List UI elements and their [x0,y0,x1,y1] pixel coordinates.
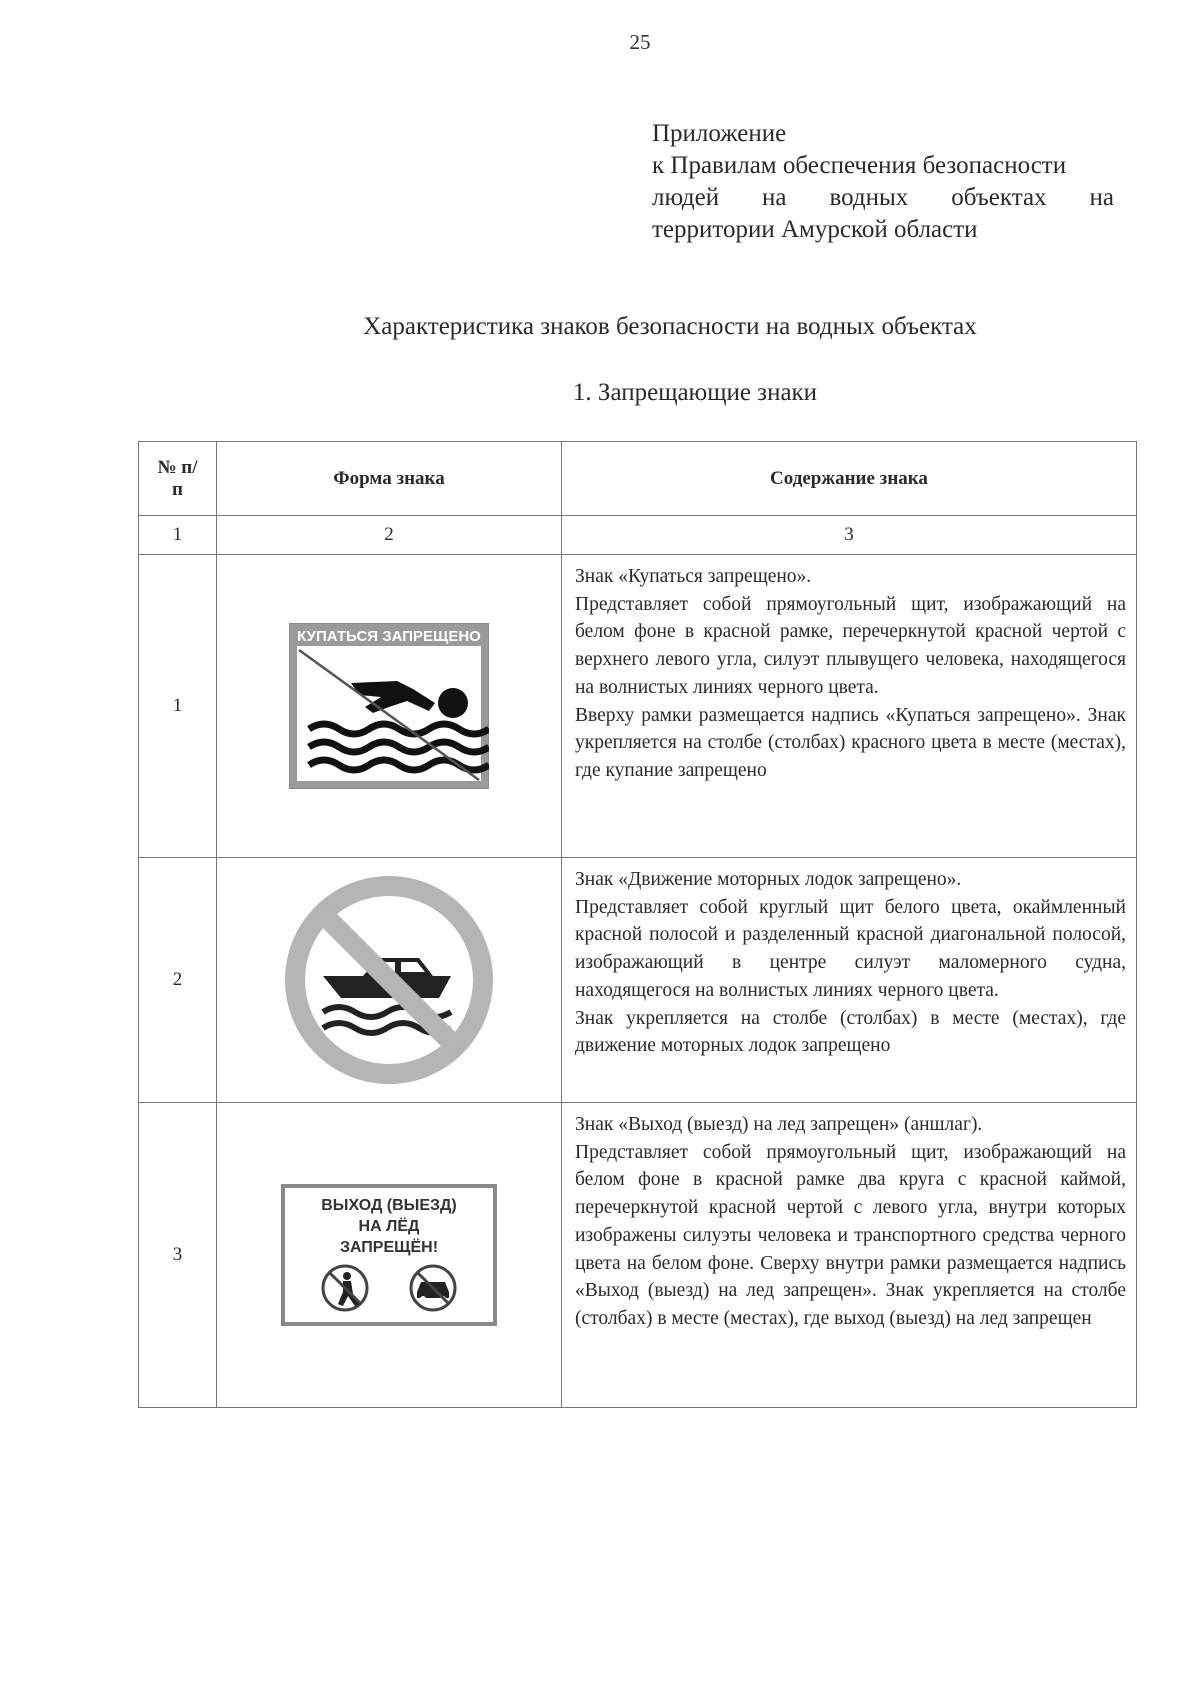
sign-image-cell [217,858,562,1103]
sign-title: Знак «Купаться запрещено». [575,566,812,587]
column-number-row [139,516,1137,555]
no-pedestrian-icon [323,1266,367,1310]
no-swimming-sign [289,623,489,789]
column-number: 3 [562,516,1137,555]
appendix-block [652,118,1114,246]
no-vehicle-icon [411,1266,455,1310]
header-num: № п/п [139,442,217,516]
page-number: 25 [629,30,651,54]
sign-description-cell [562,1103,1137,1408]
table-row [139,858,1137,1103]
sign-description: Представляет собой прямоугольный щит, изображающий на белом фоне в красной рамке два круга с красной каймой, перечеркнутой красной чертой с левого угла, внутри которых изображены силуэты человека и транспортного средства черного цвета на белом фоне. Сверху внутри рамки размещается надпись «Выход (выезд) на лед запрещен». Знак укрепляется на столбе (столбах) в месте (местах), где выход (выезд) на лед запрещен [575,1141,1126,1329]
appendix-word: людей [652,184,720,211]
sign-title: Знак «Движение моторных лодок запрещено». [575,869,962,890]
row-number-value: 2 [172,969,183,990]
no-ice-access-sign [281,1184,497,1326]
appendix-word: объектах [951,184,1047,211]
document-title: Характеристика знаков безопасности на водных объектах [363,313,977,340]
sign-description-cell [562,858,1137,1103]
header-form: Форма знака [217,442,562,516]
sign-image-cell [217,1103,562,1408]
sign-description: Представляет собой прямоугольный щит, изображающий на белом фоне в красной рамке, перечеркнутой красной чертой с верхнего левого угла, силуэт плывущего человека, находящегося на волнистых линиях черного цвета. [575,593,1126,698]
appendix-word: водных [829,184,909,211]
appendix-line-1: Приложение [652,120,787,147]
row-number-value: 1 [172,695,183,716]
row-number-value: 3 [172,1244,183,1265]
section-title: 1. Запрещающие знаки [572,379,818,406]
sign-placement: Знак укрепляется на столбе (столбах) в месте (местах), где движение моторных лодок запрещено [575,1007,1126,1057]
row-number [139,858,217,1103]
no-motorboats-sign [283,874,495,1086]
appendix-line-4: территории Амурской области [652,216,978,243]
sign-description-cell [562,555,1137,858]
table-row [139,555,1137,858]
appendix-word: на [1089,184,1114,211]
column-number: 1 [139,516,217,555]
sign-caption: КУПАТЬСЯ ЗАПРЕЩЕНО [297,628,481,645]
sign-image-cell [217,555,562,858]
appendix-line-3 [652,182,1114,214]
table-header-row [139,442,1137,516]
sign-placement: Вверху рамки размещается надпись «Купаться запрещено». Знак укрепляется на столбе (столбах) красного цвета в месте (местах), где купание запрещено [575,704,1126,781]
header-content: Содержание знака [562,442,1137,516]
row-number [139,1103,217,1408]
table-row [139,1103,1137,1408]
sign-description: Представляет собой круглый щит белого цвета, окаймленный красной полосой и разделенный красной диагональной полосой, изображающий в центре силуэт маломерного судна, находящегося на волнистых линиях черного цвета. [575,896,1126,1001]
sign-caption-line: НА ЛЁД [358,1218,420,1235]
sign-caption-line: ВЫХОД (ВЫЕЗД) [321,1197,457,1214]
row-number [139,555,217,858]
sign-title: Знак «Выход (выезд) на лед запрещен» (аншлаг). [575,1114,983,1135]
appendix-line-2: к Правилам обеспечения безопасности [652,152,1067,179]
signs-table [138,441,1137,1408]
sign-caption-line: ЗАПРЕЩЁН! [339,1239,439,1256]
appendix-word: на [762,184,787,211]
column-number: 2 [217,516,562,555]
